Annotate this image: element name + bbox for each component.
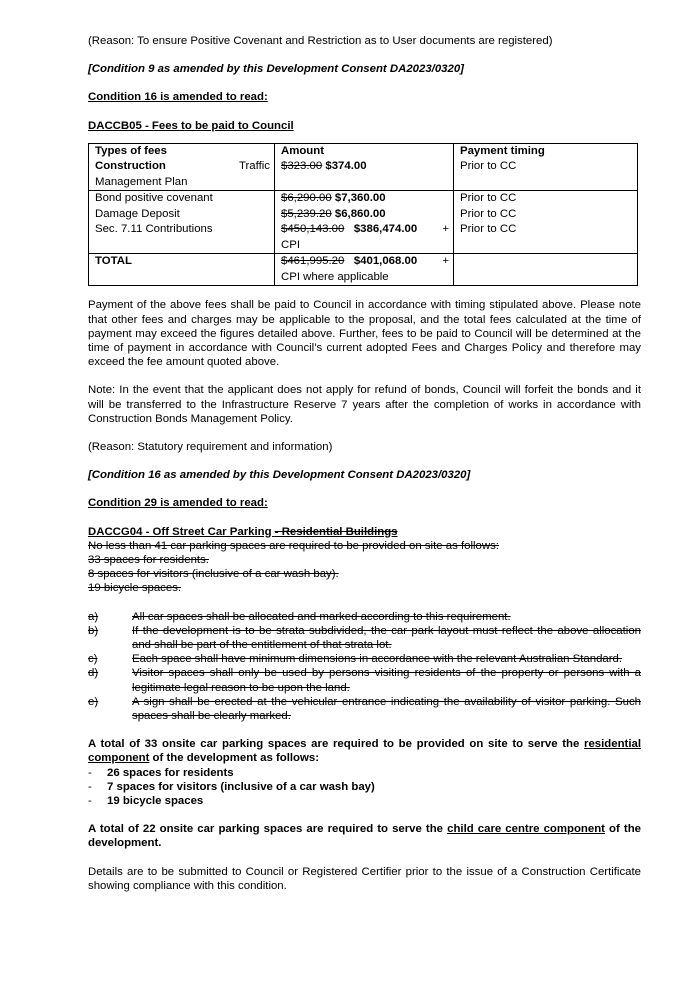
header-types-of-fees: Types of fees	[89, 143, 275, 159]
payment-paragraph: Payment of the above fees shall be paid to Council in accordance with timing stipulated above. Please note that other fees and charges may be applicable to the proposal, and the total fees calculated at the time of payment may exceed the figures detailed above. Further, fees to be paid to Council will be determined at the time of payment in accordance with Council’s current adopted Fees and Charges Policy and therefore may exceed the fee amount quoted above.	[88, 299, 641, 369]
payment-timing: Prior to CC	[454, 191, 638, 207]
payment-timing: Prior to CC	[454, 159, 638, 191]
table-row	[89, 191, 638, 207]
reason-statutory: (Reason: Statutory requirement and information)	[88, 440, 333, 453]
old-amount: $450,143.00	[281, 223, 345, 236]
new-amount: $374.00	[325, 160, 367, 173]
parking-breakdown-list	[88, 766, 641, 809]
total-33-paragraph: A total of 33 onsite car parking spaces are required to be provided on site to serve the residential component of the development as follows:	[88, 738, 641, 765]
old-amount: $323.00	[281, 160, 323, 173]
note-paragraph: Note: In the event that the applicant does not apply for refund of bonds, Council will forfeit the bonds and it will be transferred to the Infrastructure Reserve 7 years after the completion of works in accordance with Construction Bonds Management Policy.	[88, 384, 641, 425]
list-item: d) Visitor spaces shall only be used by persons visiting residents of the property or persons with a legitimate legal reason to be upon the land.	[88, 667, 641, 694]
document-page	[88, 34, 641, 893]
condition-9-amended-note: [Condition 9 as amended by this Development Consent DA2023/0320]	[88, 63, 464, 76]
condition-29-heading: Condition 29 is amended to read:	[88, 497, 268, 510]
old-amount: $461,995.20	[281, 255, 345, 268]
fee-type: Damage Deposit	[89, 207, 275, 223]
payment-timing: Prior to CC	[454, 207, 638, 223]
reason-covenant: (Reason: To ensure Positive Covenant and Restriction as to User documents are registered)	[88, 35, 553, 47]
fee-type: Sec. 7.11 Contributions	[89, 222, 275, 254]
old-amount: $5,239.20	[281, 207, 332, 220]
header-amount: Amount	[275, 143, 454, 159]
list-item: - 7 spaces for visitors (inclusive of a car wash bay)	[88, 780, 375, 793]
list-item: a) All car spaces shall be allocated and marked according to this requirement.	[88, 610, 511, 623]
struck-line: 19 bicycle spaces.	[88, 582, 182, 595]
table-row: TOTAL $461,995.20 $401,068.00 + CPI where applicable	[89, 254, 638, 286]
fee-type: TOTAL	[89, 254, 275, 286]
new-amount: $386,474.00	[353, 223, 418, 236]
payment-timing	[454, 254, 638, 286]
table-row: Construction Traffic Management Plan $323.00 $374.00 Prior to CC	[89, 159, 638, 191]
details-paragraph: Details are to be submitted to Council or Registered Certifier prior to the issue of a Construction Certificate showing compliance with this condition.	[88, 865, 641, 892]
fee-type: Bond positive covenant	[89, 191, 275, 207]
list-item: e) A sign shall be erected at the vehicular entrance indicating the availability of visitor parking. Such spaces shall be clearly marked.	[88, 695, 641, 722]
total-22-paragraph: A total of 22 onsite car parking spaces are required to serve the child care centre component of the development.	[88, 823, 641, 850]
fee-type: Construction	[95, 160, 166, 173]
struck-line: 8 spaces for visitors (inclusive of a car wash bay).	[88, 568, 339, 581]
header-payment-timing: Payment timing	[454, 143, 638, 159]
daccg04-heading: DACCG04 - Off Street Car Parking - Residential Buildings	[88, 525, 398, 538]
struck-line: No less than 41 car parking spaces are required to be provided on site as follows:	[88, 539, 499, 552]
list-item: - 19 bicycle spaces	[88, 795, 204, 807]
condition-16-heading: Condition 16 is amended to read:	[88, 91, 268, 104]
list-item: - 26 spaces for residents	[88, 766, 234, 779]
table-row: Sec. 7.11 Contributions $450,143.00 $386,474.00 + CPI Prior to CC	[89, 222, 638, 254]
old-amount: $6,290.00	[281, 192, 332, 205]
list-item: b) If the development is to be strata subdivided, the car park layout must reflect the above allocation and shall be part of the entitlement of that strata lot.	[88, 624, 641, 651]
struck-line: 33 spaces for residents.	[88, 553, 209, 566]
payment-timing: Prior to CC	[454, 222, 638, 254]
struck-requirements-list	[88, 610, 641, 724]
daccb05-heading: DACCB05 - Fees to be paid to Council	[88, 119, 294, 132]
new-amount: $7,360.00	[334, 192, 386, 205]
new-amount: $401,068.00	[353, 255, 418, 268]
list-item: c) Each space shall have minimum dimensions in accordance with the relevant Australian Standard.	[88, 653, 623, 666]
new-amount: $6,860.00	[334, 207, 386, 220]
table-row	[89, 207, 638, 223]
fees-table	[88, 143, 638, 287]
condition-16-amended-note: [Condition 16 as amended by this Development Consent DA2023/0320]	[88, 469, 471, 482]
